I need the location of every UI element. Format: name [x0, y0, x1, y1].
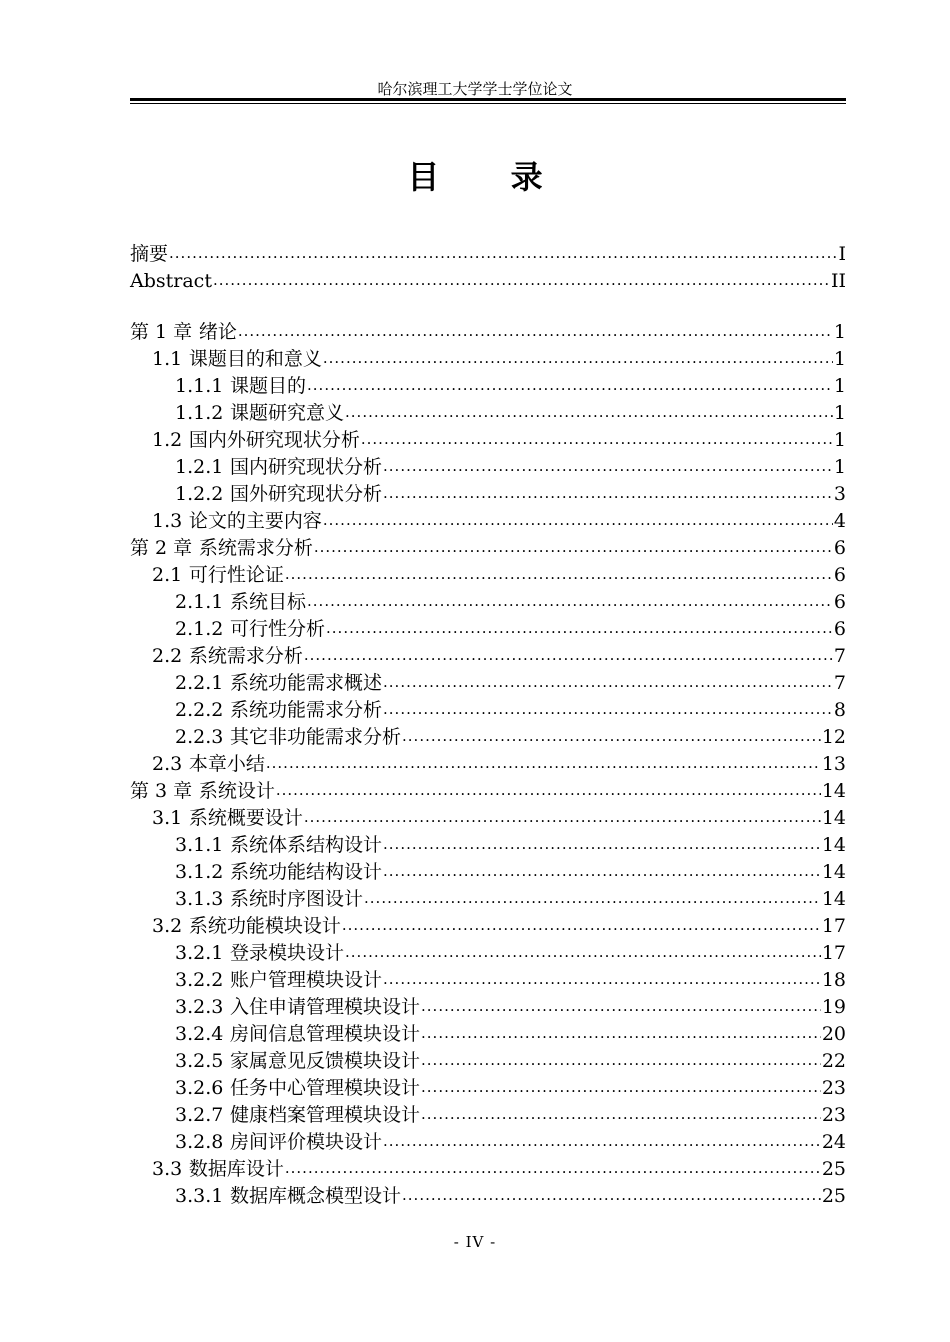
toc-entry[interactable]: [175, 860, 846, 884]
toc-dot-leader: [383, 861, 821, 881]
toc-entry-number: 第 1 章: [130, 321, 193, 343]
toc-entry-page: 14: [821, 888, 846, 910]
toc-entry-label: [175, 1049, 420, 1073]
toc-dot-leader: [383, 969, 821, 989]
toc-entry-number: 第 3 章: [130, 780, 193, 802]
toc-entry-title: 系统功能结构设计: [230, 861, 383, 883]
toc-entry-page: 19: [821, 996, 846, 1018]
toc-entry[interactable]: [175, 1022, 846, 1046]
toc-entry-label: [152, 806, 303, 830]
toc-entry-page: II: [830, 270, 846, 292]
toc-entry-title: 系统概要设计: [188, 807, 303, 829]
toc-entry[interactable]: [175, 995, 846, 1019]
toc-entry[interactable]: [175, 968, 846, 992]
toc-dot-leader: [323, 510, 833, 530]
toc-dot-leader: [276, 780, 821, 800]
toc-entry[interactable]: [175, 482, 846, 506]
toc-entry-title: Abstract: [130, 270, 212, 292]
toc-entry-page: 25: [821, 1185, 846, 1207]
toc-entry-label: [175, 698, 382, 722]
toc-entry-page: 7: [833, 672, 846, 694]
toc-entry-number: 3.2: [152, 915, 183, 937]
header-rule-thick: [130, 98, 846, 101]
toc-entry-title: 论文的主要内容: [188, 510, 322, 532]
toc-entry[interactable]: [152, 347, 846, 371]
toc-entry-title: 摘要: [130, 243, 169, 265]
toc-entry-label: [175, 374, 306, 398]
toc-entry-label: [130, 536, 313, 560]
toc-entry-title: 系统功能需求概述: [230, 672, 383, 694]
toc-entry-title: 系统需求分析: [188, 645, 303, 667]
toc-entry-number: 3.2.1: [175, 942, 224, 964]
toc-entry-page: 22: [821, 1050, 846, 1072]
toc-entry[interactable]: [130, 269, 846, 293]
toc-dot-leader: [402, 1185, 821, 1205]
toc-entry-page: 18: [821, 969, 846, 991]
toc-entry-number: 1.1.2: [175, 402, 224, 424]
toc-entry-title: 房间评价模块设计: [230, 1131, 383, 1153]
toc-entry-number: 1.2.2: [175, 483, 224, 505]
toc-entry-page: 20: [821, 1023, 846, 1045]
toc-entry[interactable]: [175, 455, 846, 479]
toc-entry-label: [152, 644, 303, 668]
toc-entry-title: 课题目的: [230, 375, 307, 397]
toc-entry[interactable]: [175, 671, 846, 695]
toc-entry-page: 14: [821, 807, 846, 829]
toc-entry-page: 6: [833, 537, 846, 559]
toc-entry-page: 23: [821, 1104, 846, 1126]
toc-entry-label: [152, 752, 265, 776]
toc-dot-leader: [421, 1023, 821, 1043]
toc-dot-leader: [383, 834, 821, 854]
toc-entry-page: 1: [833, 456, 846, 478]
toc-entry-number: 2.2: [152, 645, 183, 667]
toc-entry-page: 17: [821, 915, 846, 937]
toc-entry-page: 14: [821, 861, 846, 883]
toc-dot-leader: [307, 591, 833, 611]
toc-entry-title: 绪论: [198, 321, 237, 343]
toc-entry[interactable]: [152, 428, 846, 452]
toc-entry[interactable]: [175, 374, 846, 398]
toc-entry[interactable]: [175, 725, 846, 749]
header-title: 哈尔滨理工大学学士学位论文: [377, 80, 573, 98]
toc-dot-leader: [361, 429, 833, 449]
toc-entry-number: 3.2.6: [175, 1077, 224, 1099]
toc-entry-label: [130, 269, 212, 293]
toc-entry-page: 1: [833, 348, 846, 370]
toc-dot-leader: [383, 672, 833, 692]
toc-dot-leader: [304, 645, 833, 665]
toc-dot-leader: [285, 564, 833, 584]
toc-entry[interactable]: [152, 563, 846, 587]
toc-entry-number: 1.2.1: [175, 456, 224, 478]
toc-entry-label: [175, 860, 382, 884]
toc-dot-leader: [345, 942, 821, 962]
toc-entry-title: 可行性分析: [230, 618, 326, 640]
toc-entry-label: [175, 1022, 420, 1046]
toc-dot-leader: [421, 1077, 821, 1097]
header-rule-thin: [130, 103, 846, 104]
toc-entry-label: [175, 725, 401, 749]
toc-entry[interactable]: [175, 1184, 846, 1208]
toc-entry-title: 系统功能模块设计: [188, 915, 341, 937]
toc-entry-page: 8: [833, 699, 846, 721]
toc-entry-page: 6: [833, 618, 846, 640]
toc-entry-page: 12: [821, 726, 846, 748]
toc-entry[interactable]: [130, 536, 846, 560]
toc-entry-label: [130, 242, 168, 266]
toc-dot-leader: [383, 483, 833, 503]
toc-dot-leader: [314, 537, 833, 557]
toc-entry-page: 4: [833, 510, 846, 532]
toc-entry[interactable]: [152, 644, 846, 668]
toc-entry-number: 3.3.1: [175, 1185, 224, 1207]
toc-entry[interactable]: [152, 1157, 846, 1181]
toc-entry-number: 2.2.3: [175, 726, 224, 748]
toc-entry-label: [152, 347, 322, 371]
toc-entry-page: 23: [821, 1077, 846, 1099]
toc-entry-page: 14: [821, 780, 846, 802]
toc-entry-number: 3.1.3: [175, 888, 224, 910]
toc-entry-title: 国外研究现状分析: [230, 483, 383, 505]
toc-dot-leader: [402, 726, 821, 746]
toc-entry-number: 2.1: [152, 564, 183, 586]
toc-entry-title: 任务中心管理模块设计: [230, 1077, 421, 1099]
toc-entry[interactable]: [175, 941, 846, 965]
toc-entry-label: [152, 1157, 284, 1181]
toc-entry[interactable]: [175, 590, 846, 614]
toc-entry-title: 健康档案管理模块设计: [230, 1104, 421, 1126]
toc-entry-title: 国内外研究现状分析: [188, 429, 360, 451]
toc-entry-number: 3.1: [152, 807, 183, 829]
toc-dot-leader: [304, 807, 821, 827]
toc-dot-leader: [238, 321, 833, 341]
toc-entry-label: [175, 968, 382, 992]
toc-entry[interactable]: [152, 914, 846, 938]
toc-entry-page: 24: [821, 1131, 846, 1153]
toc-dot-leader: [421, 996, 821, 1016]
toc-entry-title: 国内研究现状分析: [230, 456, 383, 478]
toc-entry[interactable]: [175, 1076, 846, 1100]
toc-entry-number: 3.2.7: [175, 1104, 224, 1126]
toc-entry-title: 系统时序图设计: [230, 888, 364, 910]
toc-entry[interactable]: [152, 806, 846, 830]
toc-dot-leader: [285, 1158, 821, 1178]
toc-entry[interactable]: [175, 617, 846, 641]
toc-entry-label: [175, 617, 325, 641]
toc-entry[interactable]: [130, 320, 846, 344]
toc-dot-leader: [323, 348, 833, 368]
toc-entry-label: [175, 1076, 420, 1100]
toc-entry-page: 17: [821, 942, 846, 964]
toc-entry-label: [175, 941, 344, 965]
toc-entry[interactable]: [152, 752, 846, 776]
toc-entry-number: 2.3: [152, 753, 183, 775]
toc-entry[interactable]: [175, 1103, 846, 1127]
toc-entry-page: 1: [833, 429, 846, 451]
toc-entry-label: [130, 320, 237, 344]
toc-entry-label: [152, 428, 360, 452]
toc-entry-label: [175, 401, 344, 425]
toc-title: 目 录: [407, 158, 573, 196]
toc-entry[interactable]: [152, 509, 846, 533]
toc-entry-page: 6: [833, 591, 846, 613]
page-number: - IV -: [453, 1233, 497, 1251]
toc-dot-leader: [383, 1131, 821, 1151]
toc-entry-number: 2.1.1: [175, 591, 224, 613]
toc-entry-page: 13: [821, 753, 846, 775]
toc-dot-leader: [421, 1050, 821, 1070]
toc-entry-page: 25: [821, 1158, 846, 1180]
toc-entry-label: [175, 1184, 401, 1208]
toc-entry-label: [175, 1103, 420, 1127]
toc-dot-leader: [383, 456, 833, 476]
toc-entry[interactable]: [175, 833, 846, 857]
toc-entry-number: 1.1.1: [175, 375, 224, 397]
toc-entry[interactable]: [175, 698, 846, 722]
toc-entry-number: 3.1.1: [175, 834, 224, 856]
toc-entry-number: 2.2.2: [175, 699, 224, 721]
toc-entry-title: 系统设计: [198, 780, 275, 802]
toc-entry-title: 可行性论证: [188, 564, 284, 586]
toc-entry-label: [175, 671, 382, 695]
toc-dot-leader: [213, 270, 830, 290]
toc-entry-page: 1: [833, 402, 846, 424]
toc-entry-number: 3.2.4: [175, 1023, 224, 1045]
toc-entry-number: 1.1: [152, 348, 183, 370]
toc-dot-leader: [345, 402, 833, 422]
toc-dot-leader: [421, 1104, 821, 1124]
toc-entry[interactable]: [175, 887, 846, 911]
toc-entry-page: 7: [833, 645, 846, 667]
toc-entry-page: 1: [833, 321, 846, 343]
toc-entry-title: 课题研究意义: [230, 402, 345, 424]
toc-entry-title: 数据库设计: [188, 1158, 284, 1180]
toc-entry-label: [175, 590, 306, 614]
toc-entry[interactable]: [130, 779, 846, 803]
toc-entry-title: 家属意见反馈模块设计: [230, 1050, 421, 1072]
toc-entry-number: 1.2: [152, 429, 183, 451]
toc-entry-number: 第 2 章: [130, 537, 193, 559]
toc-entry-title: 登录模块设计: [230, 942, 345, 964]
toc-entry-page: 3: [833, 483, 846, 505]
toc-entry-title: 系统功能需求分析: [230, 699, 383, 721]
toc-entry-page: 6: [833, 564, 846, 586]
toc-entry-title: 本章小结: [188, 753, 265, 775]
toc-entry-page: I: [838, 243, 846, 265]
toc-entry-label: [175, 1130, 382, 1154]
toc-entry-label: [130, 779, 275, 803]
toc-entry-number: 3.2.2: [175, 969, 224, 991]
toc-entry-label: [175, 887, 363, 911]
toc-entry-number: 2.1.2: [175, 618, 224, 640]
toc-entry[interactable]: [175, 401, 846, 425]
toc-entry-label: [152, 509, 322, 533]
toc-entry-number: 3.2.8: [175, 1131, 224, 1153]
toc-entry-label: [175, 995, 420, 1019]
toc-entry-number: 3.3: [152, 1158, 183, 1180]
toc-dot-leader: [342, 915, 821, 935]
toc-entry-number: 3.2.3: [175, 996, 224, 1018]
toc-entry-title: 系统需求分析: [198, 537, 313, 559]
toc-entry[interactable]: [175, 1130, 846, 1154]
toc-dot-leader: [169, 243, 837, 263]
toc-entry-title: 系统目标: [230, 591, 307, 613]
toc-entry-title: 其它非功能需求分析: [230, 726, 402, 748]
toc-entry-number: 3.2.5: [175, 1050, 224, 1072]
toc-entry-number: 2.2.1: [175, 672, 224, 694]
toc-entry[interactable]: [175, 1049, 846, 1073]
toc-entry-number: 1.3: [152, 510, 183, 532]
toc-entry-label: [152, 914, 341, 938]
toc-entry-page: 14: [821, 834, 846, 856]
toc-entry-title: 课题目的和意义: [188, 348, 322, 370]
toc-entry-label: [175, 482, 382, 506]
toc-entry-label: [175, 833, 382, 857]
toc-dot-leader: [266, 753, 821, 773]
toc-dot-leader: [364, 888, 821, 908]
toc-entry-label: [175, 455, 382, 479]
toc-entry-title: 房间信息管理模块设计: [230, 1023, 421, 1045]
toc-entry-number: 3.1.2: [175, 861, 224, 883]
toc-dot-leader: [383, 699, 833, 719]
toc-entry-title: 账户管理模块设计: [230, 969, 383, 991]
toc-dot-leader: [326, 618, 833, 638]
toc-entry-title: 系统体系结构设计: [230, 834, 383, 856]
toc-entry-title: 数据库概念模型设计: [230, 1185, 402, 1207]
toc-dot-leader: [307, 375, 833, 395]
toc-entry-page: 1: [833, 375, 846, 397]
toc-entry-title: 入住申请管理模块设计: [230, 996, 421, 1018]
toc-entry-label: [152, 563, 284, 587]
toc-entry[interactable]: [130, 242, 846, 266]
